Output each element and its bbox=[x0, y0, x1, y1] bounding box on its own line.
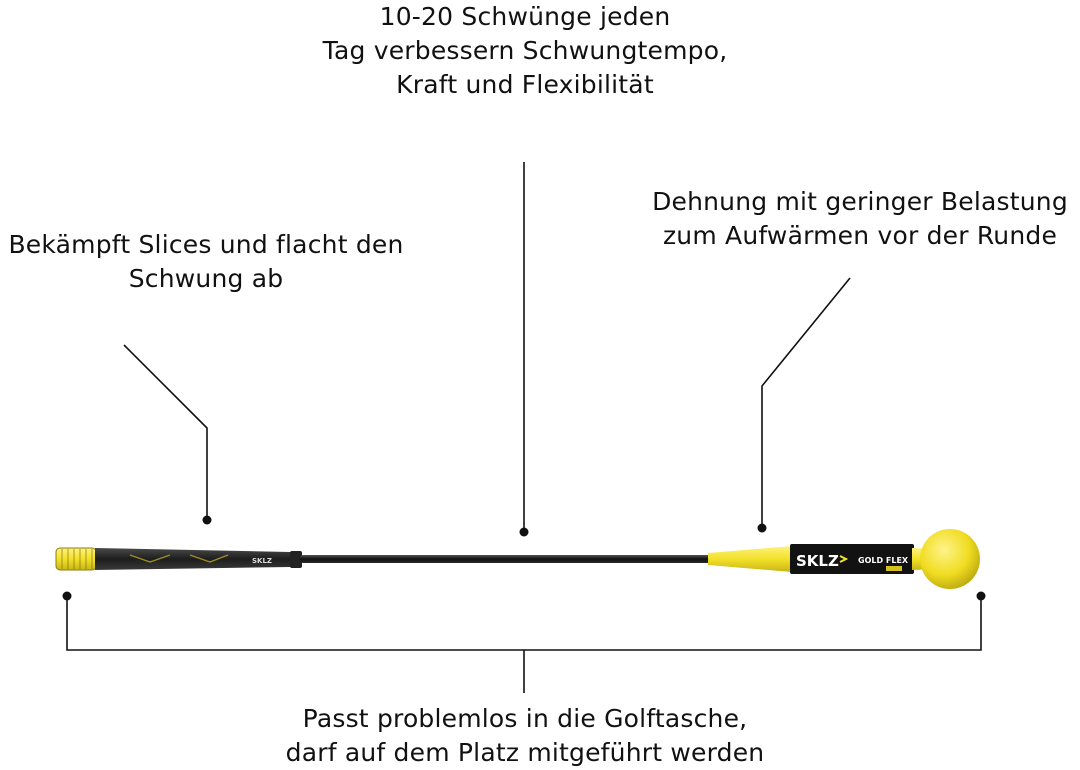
callout-line: Dehnung mit geringer Belastung bbox=[652, 187, 1068, 216]
callout-line: zum Aufwärmen vor der Runde bbox=[662, 221, 1058, 250]
grip-logo: SKLZ bbox=[252, 557, 273, 565]
weighted-head bbox=[920, 529, 980, 589]
bracket-bottom bbox=[67, 597, 981, 650]
callout-line: Passt problemlos in die Golftasche, bbox=[302, 704, 748, 733]
dot-left bbox=[203, 516, 212, 525]
dot-bracket-left bbox=[63, 592, 72, 601]
brand-logo: SKLZ bbox=[796, 552, 839, 570]
callout-line: Bekämpft Slices und flacht den bbox=[8, 230, 404, 259]
yellow-sleeve bbox=[708, 546, 792, 572]
swing-trainer bbox=[56, 529, 980, 589]
model-badge bbox=[886, 566, 902, 571]
shaft bbox=[300, 555, 712, 563]
callout-line: Tag verbessern Schwungtempo, bbox=[322, 36, 728, 65]
leader-lines bbox=[67, 162, 981, 693]
dot-right bbox=[758, 524, 767, 533]
callout-line: darf auf dem Platz mitgeführt werden bbox=[285, 738, 765, 767]
dot-bracket-right bbox=[977, 592, 986, 601]
callout-line: 10-20 Schwünge jeden bbox=[379, 2, 671, 31]
dot-top bbox=[520, 528, 529, 537]
model-name: GOLD FLEX bbox=[858, 556, 909, 565]
callout-line: Kraft und Flexibilität bbox=[396, 70, 654, 99]
leader-right bbox=[762, 278, 850, 527]
callout-line: Schwung ab bbox=[128, 264, 284, 293]
leader-left bbox=[124, 345, 207, 518]
